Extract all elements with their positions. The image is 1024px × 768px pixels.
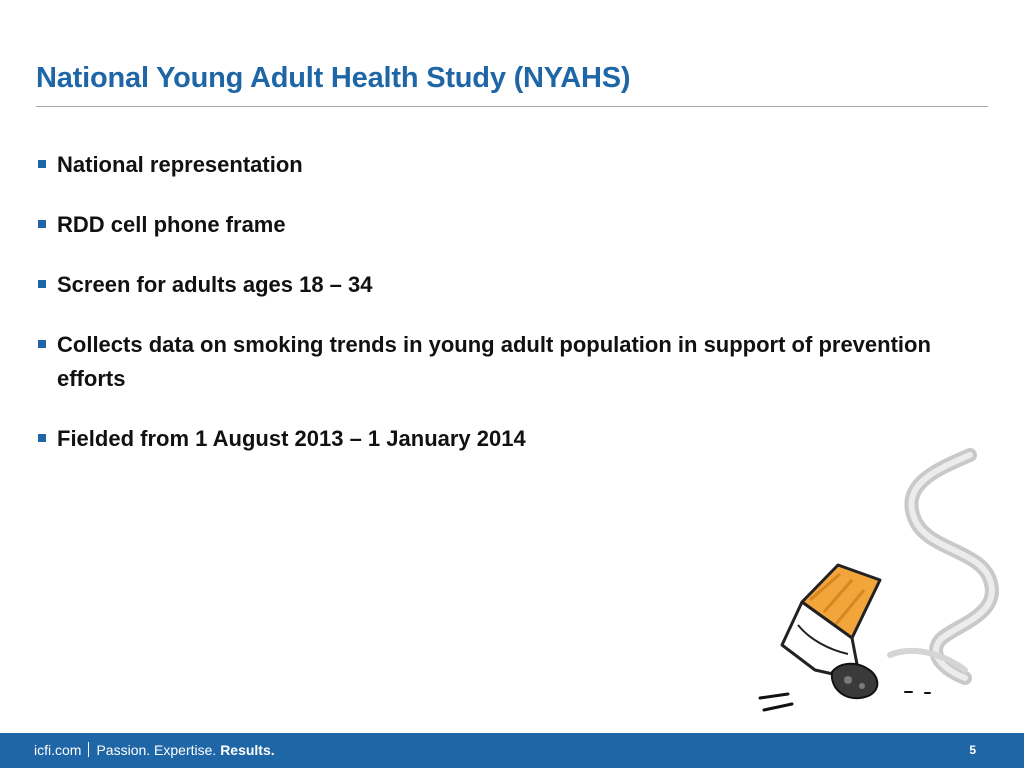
footer-tagline-expertise: Expertise. — [154, 742, 217, 758]
square-bullet-icon — [38, 220, 46, 228]
square-bullet-icon — [38, 280, 46, 288]
footer-tagline-results: Results. — [220, 742, 275, 758]
bullet-text: RDD cell phone frame — [57, 212, 286, 237]
square-bullet-icon — [38, 340, 46, 348]
bullet-text: National representation — [57, 152, 303, 177]
bullet-item — [36, 148, 936, 182]
slide-title: National Young Adult Health Study (NYAHS) — [36, 62, 631, 94]
square-bullet-icon — [38, 160, 46, 168]
square-bullet-icon — [38, 434, 46, 442]
footer-bar — [0, 733, 1024, 768]
footer-tagline-passion: Passion. — [96, 742, 151, 758]
footer-branding — [34, 742, 275, 758]
bullet-text: Fielded from 1 August 2013 – 1 January 2014 — [57, 426, 526, 451]
page-number: 5 — [969, 743, 976, 757]
bullet-item — [36, 268, 936, 302]
bullet-item — [36, 328, 936, 396]
bullet-text: Screen for adults ages 18 – 34 — [57, 272, 373, 297]
bullet-text: Collects data on smoking trends in young adult population in support of prevention efforts — [57, 332, 931, 391]
bullet-list — [36, 148, 936, 482]
cigarette-butt-smoke-icon — [740, 440, 1020, 730]
bullet-item — [36, 208, 936, 242]
title-divider — [36, 106, 988, 107]
footer-site-link[interactable]: icfi.com — [34, 742, 82, 758]
footer-separator — [88, 742, 89, 757]
